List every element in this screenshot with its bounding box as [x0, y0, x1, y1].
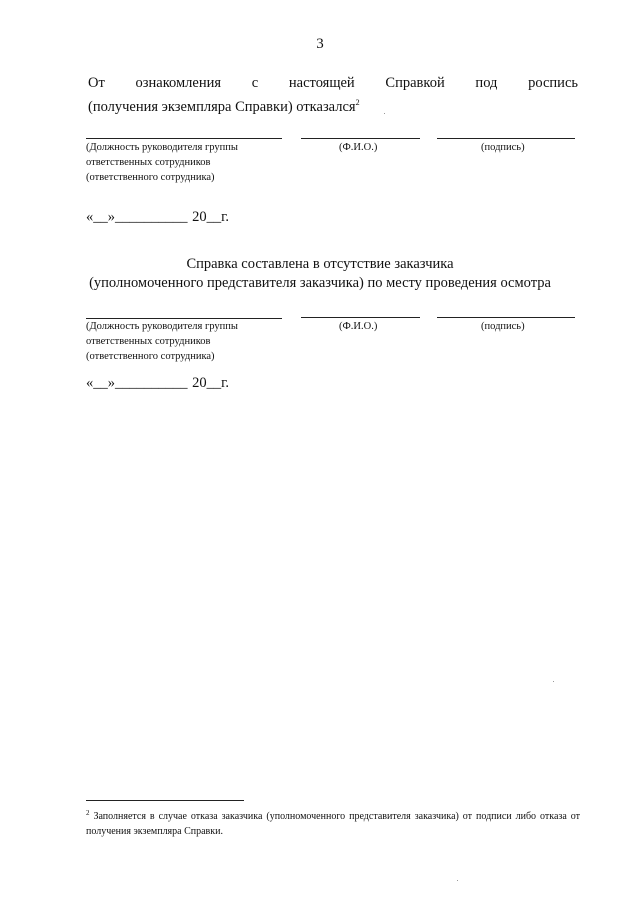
- date-day-month-2: «__»__________: [86, 375, 188, 391]
- intro-line-2: [88, 93, 360, 117]
- footnote-text: Заполняется в случае отказа заказчика (уполномоченного представителя заказчика) от подписи либо отказа от получения экземпляра Справки.: [86, 811, 580, 837]
- scan-speck: [384, 113, 385, 114]
- absence-note-line-2: (уполномоченного представителя заказчика) по месту проведения осмотра: [89, 275, 551, 291]
- position-label-2-line1: (Должность руководителя группы: [86, 321, 238, 332]
- date-year-1: 20__г.: [192, 209, 230, 225]
- name-line-2: [301, 317, 420, 318]
- footnote: [86, 806, 580, 839]
- name-label-2: (Ф.И.О.): [339, 321, 378, 332]
- page-number: 3: [316, 36, 324, 52]
- position-line-1: [86, 138, 282, 139]
- footnote-ref: 2: [355, 98, 360, 107]
- position-label-1-line3: (ответственного сотрудника): [86, 172, 215, 183]
- name-label-1: (Ф.И.О.): [339, 142, 378, 153]
- scan-speck: [457, 880, 458, 881]
- name-line-1: [301, 138, 420, 139]
- intro-line-2-text: (получения экземпляра Справки) отказался: [88, 99, 356, 115]
- position-label-1-line1: (Должность руководителя группы: [86, 142, 238, 153]
- position-label-1-line2: ответственных сотрудников: [86, 157, 211, 168]
- absence-note-line-1: Справка составлена в отсутствие заказчика: [186, 256, 454, 272]
- scan-speck: [553, 681, 554, 682]
- date-field-2: [86, 375, 229, 392]
- signature-line-1: [437, 138, 575, 139]
- date-year-2: 20__г.: [192, 375, 230, 391]
- signature-label-2: (подпись): [481, 321, 525, 332]
- footnote-separator: [86, 800, 244, 801]
- date-day-month-1: «__»__________: [86, 209, 188, 225]
- footnote-number: 2: [86, 809, 90, 817]
- signature-line-2: [437, 317, 575, 318]
- date-field-1: [86, 209, 229, 226]
- position-label-2-line3: (ответственного сотрудника): [86, 351, 215, 362]
- intro-line-1: От ознакомления с настоящей Справкой под роспись: [88, 75, 578, 91]
- position-label-2-line2: ответственных сотрудников: [86, 336, 211, 347]
- signature-label-1: (подпись): [481, 142, 525, 153]
